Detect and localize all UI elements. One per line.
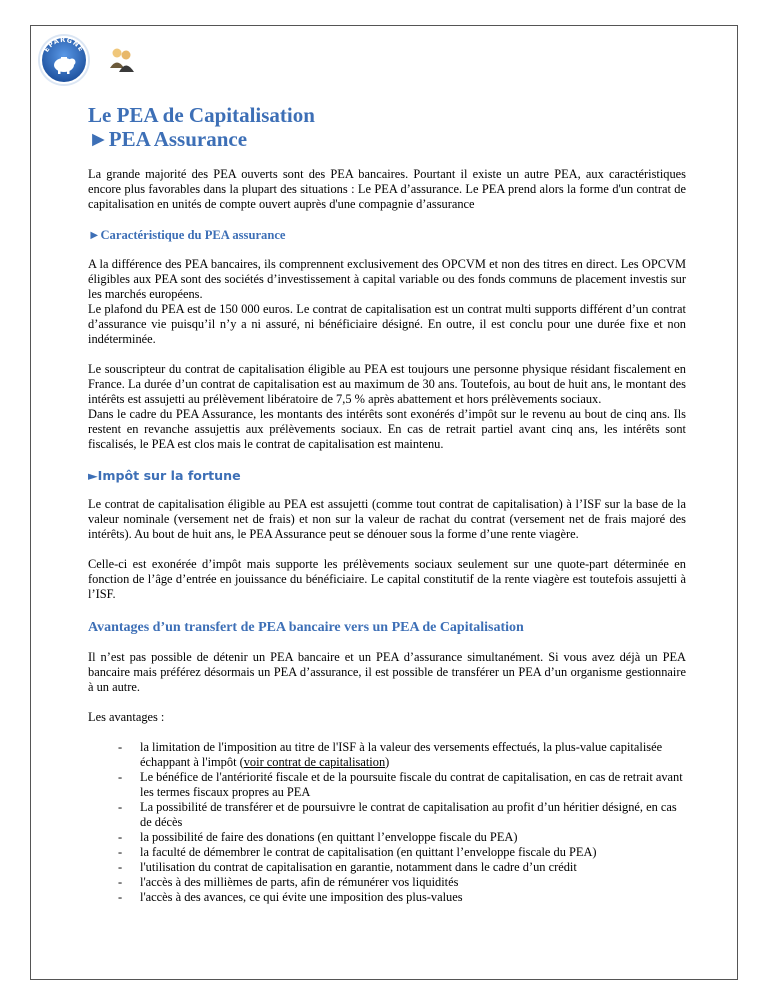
piggy-bank-badge-icon — [37, 33, 91, 87]
list-item: - la faculté de démembrer le contrat de capitalisation (en quittant l’enveloppe fiscale du PEA) — [118, 845, 597, 859]
section1-paragraph-3: Le souscripteur du contrat de capitalisation éligible au PEA est toujours une personne physique résidant fiscalement en France. La durée d’un contrat de capitalisation est au maximum de 30 ans. Toutefois, au bout de huit ans, le montant des intérêts est assujetti au prélèvement libératoire de 7,5 % après abattement et hors prélèvements sociaux. — [88, 362, 686, 406]
advantages-list — [88, 740, 686, 905]
section2-paragraph-2: Celle-ci est exonérée d’impôt mais supporte les prélèvements sociaux seulement sur une quote-part déterminée en fonction de l’âge d’entrée en jouissance du bénéficiaire. Le capital constitutif de la rente viagère est toutefois assujetti à l’ISF. — [88, 557, 686, 601]
link-contrat-capitalisation[interactable]: voir contrat de capitalisation — [243, 755, 386, 769]
advantages-lead: Les avantages : — [88, 710, 165, 724]
document-content — [88, 103, 686, 905]
list-item: - la limitation de l'imposition au titre de l'ISF à la valeur des versements effectués, la plus-value capitalisée échappant à l'impôt (voir contrat de capitalisation) — [118, 740, 663, 769]
section1-paragraph-2: Le plafond du PEA est de 150 000 euros. Le contrat de capitalisation est un contrat multi supports différent d’un contrat d’assurance vie puisqu’il n’y a ni assuré, ni bénéficiaire désigné. En outre, il est conclu pour une durée fixe et non indéterminée. — [88, 302, 686, 346]
list-item: - la possibilité de faire des donations (en quittant l’enveloppe fiscale du PEA) — [118, 830, 518, 844]
section-heading-caracteristique: ►Caractéristique du PEA assurance — [88, 228, 286, 242]
list-item: - l'utilisation du contrat de capitalisation en garantie, notamment dans le cadre d’un crédit — [118, 860, 577, 874]
page-title: Le PEA de Capitalisation — [88, 103, 315, 127]
section-heading-avantages-transfert: Avantages d’un transfert de PEA bancaire vers un PEA de Capitalisation — [88, 620, 524, 635]
intro-paragraph: La grande majorité des PEA ouverts sont des PEA bancaires. Pourtant il existe un autre PEA, aux caractéristiques encore plus favorables dans la plupart des situations : Le PEA d’assurance. Le PEA prend alors la forme d'un contrat de capitalisation en unités de compte ouvert auprès d'une compagnie d’assurance — [88, 167, 686, 211]
list-item: - l'accès à des avances, ce qui évite une imposition des plus-values — [118, 890, 463, 904]
section3-paragraph-1: Il n’est pas possible de détenir un PEA bancaire et un PEA d’assurance simultanément. Si vous avez déjà un PEA bancaire mais préférez désormais un PEA d’assurance, il est possible de transférer un PEA d’un organisme gestionnaire à un autre. — [88, 650, 686, 694]
list-item: - La possibilité de transférer et de poursuivre le contrat de capitalisation au profit d’un héritier désigné, en cas de décès — [118, 800, 677, 829]
list-item: - Le bénéfice de l'antériorité fiscale et de la poursuite fiscale du contrat de capitalisation, en cas de retrait avant les termes fiscaux propres au PEA — [118, 770, 683, 799]
page-subtitle: ►PEA Assurance — [88, 127, 248, 151]
section1-paragraph-4: Dans le cadre du PEA Assurance, les montants des intérêts sont exonérés d’impôt sur le revenu au bout de cinq ans. Ils restent en revanche assujettis aux prélèvements sociaux. En cas de retrait partiel avant cinq ans, les intérêts sont fiscalisés, le PEA est clos mais le contrat de capitalisation est maintenu. — [88, 407, 686, 451]
section-heading-impot-fortune: ►Impôt sur la fortune — [88, 468, 241, 483]
list-item: - l'accès à des millièmes de parts, afin de rémunérer vos liquidités — [118, 875, 459, 889]
section2-paragraph-1: Le contrat de capitalisation éligible au PEA est assujetti (comme tout contrat de capitalisation) à l’ISF sur la base de la valeur nominale (versement net de frais) et non sur la valeur de rachat du contrat (versement net de frais majoré des intérêts). Au bout de huit ans, le PEA Assurance peut se dénouer sous la forme d’une rente viagère. — [88, 497, 686, 541]
section1-paragraph-1: A la différence des PEA bancaires, ils comprennent exclusivement des OPCVM et non des titres en direct. Les OPCVM éligibles aux PEA sont des sociétés d’investissement à capital variable ou des fonds communs de placement investis sur les marchés européens. — [88, 257, 686, 301]
people-icon — [107, 44, 137, 74]
logo-text: ÉPARGNE — [42, 35, 86, 54]
